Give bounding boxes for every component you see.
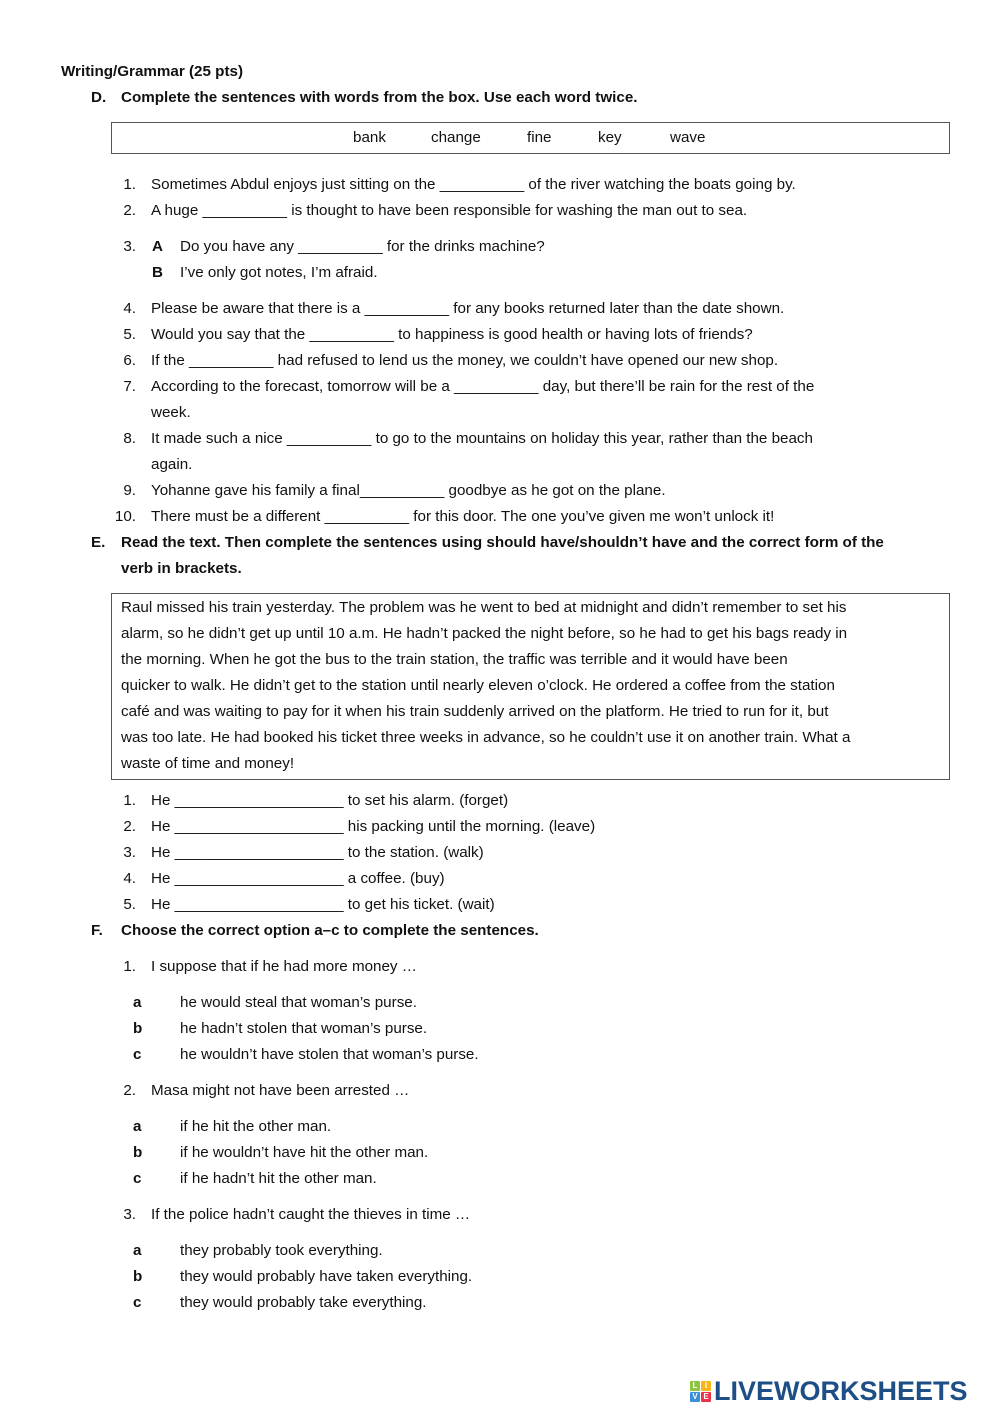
option-letter: b [133, 1144, 143, 1161]
item-number: 3. [123, 1206, 136, 1223]
word: fine [527, 129, 552, 146]
word: change [431, 129, 481, 146]
item-number: 3. [123, 238, 136, 255]
item-text: He ____________________ his packing until the morning. (leave) [151, 818, 596, 835]
option-letter: a [133, 1118, 142, 1135]
word: bank [353, 129, 386, 146]
item-number: 1. [123, 792, 136, 809]
item-number: 4. [123, 870, 136, 887]
word-box [111, 122, 950, 154]
item-number: 2. [123, 202, 136, 219]
logo-tile: I [701, 1381, 711, 1391]
option-text: they would probably have taken everything. [180, 1268, 473, 1285]
speaker-label: B [152, 264, 163, 281]
logo-tile: V [690, 1392, 700, 1402]
item-number: 2. [123, 1082, 136, 1099]
liveworksheets-logo [690, 1376, 968, 1407]
option-letter: b [133, 1020, 143, 1037]
option-text: he would steal that woman’s purse. [180, 994, 417, 1011]
item-text: He ____________________ to get his ticket. (wait) [151, 896, 495, 913]
item-number: 9. [123, 482, 136, 499]
speaker-label: A [152, 238, 163, 255]
item-number: 5. [123, 896, 136, 913]
section-e-instruction: Read the text. Then complete the sentences using should have/shouldn’t have and the correct form of the [121, 534, 884, 551]
item-text: Would you say that the __________ to happiness is good health or having lots of friends? [151, 326, 753, 343]
item-number: 3. [123, 844, 136, 861]
passage-line: quicker to walk. He didn’t get to the station until nearly eleven o’clock. He ordered a coffee from the station [121, 677, 835, 694]
passage-line: café and was waiting to pay for it when his train suddenly arrived on the platform. He tried to run for it, but [121, 703, 829, 720]
item-text: He ____________________ a coffee. (buy) [151, 870, 445, 887]
item-text: Do you have any __________ for the drinks machine? [180, 238, 545, 255]
item-text: He ____________________ to set his alarm. (forget) [151, 792, 509, 809]
item-number: 4. [123, 300, 136, 317]
option-text: they probably took everything. [180, 1242, 383, 1259]
option-letter: a [133, 994, 142, 1011]
item-text: If the __________ had refused to lend us the money, we couldn’t have opened our new shop. [151, 352, 779, 369]
option-text: he hadn’t stolen that woman’s purse. [180, 1020, 428, 1037]
option-text: if he hit the other man. [180, 1118, 332, 1135]
option-text: he wouldn’t have stolen that woman’s purse. [180, 1046, 479, 1063]
section-e-instruction: verb in brackets. [121, 560, 242, 577]
item-text: again. [151, 456, 193, 473]
item-number: 10. [114, 508, 136, 525]
item-text: Please be aware that there is a __________ for any books returned later than the date shown. [151, 300, 785, 317]
item-text: According to the forecast, tomorrow will be a __________ day, but there’ll be rain for the rest of the [151, 378, 815, 395]
item-text: He ____________________ to the station. (walk) [151, 844, 484, 861]
option-letter: b [133, 1268, 143, 1285]
item-number: 2. [123, 818, 136, 835]
item-text: Yohanne gave his family a final__________ goodbye as he got on the plane. [151, 482, 666, 499]
word: key [598, 129, 622, 146]
item-text: week. [151, 404, 191, 421]
item-text: A huge __________ is thought to have been responsible for washing the man out to sea. [151, 202, 748, 219]
item-number: 6. [123, 352, 136, 369]
item-number: 7. [123, 378, 136, 395]
logo-tile: L [690, 1381, 700, 1391]
passage-line: was too late. He had booked his ticket three weeks in advance, so he couldn’t use it on another train. What a [121, 729, 851, 746]
item-number: 1. [123, 176, 136, 193]
section-d-instruction: Complete the sentences with words from the box. Use each word twice. [121, 89, 638, 106]
option-text: they would probably take everything. [180, 1294, 427, 1311]
passage-line: the morning. When he got the bus to the train station, the traffic was terrible and it would have been [121, 651, 788, 668]
passage-line: alarm, so he didn’t get up until 10 a.m. He hadn’t packed the night before, so he had to get his bags ready in [121, 625, 848, 642]
option-text: if he hadn’t hit the other man. [180, 1170, 377, 1187]
passage-line: waste of time and money! [121, 755, 295, 772]
logo-tiles-icon [690, 1381, 711, 1402]
section-d-letter: D. [91, 89, 107, 106]
option-letter: a [133, 1242, 142, 1259]
item-number: 8. [123, 430, 136, 447]
option-letter: c [133, 1046, 142, 1063]
question-text: I suppose that if he had more money … [151, 958, 417, 975]
passage-line: Raul missed his train yesterday. The problem was he went to bed at midnight and didn’t remember to set his [121, 599, 847, 616]
item-text: I’ve only got notes, I’m afraid. [180, 264, 378, 281]
option-letter: c [133, 1170, 142, 1187]
question-text: Masa might not have been arrested … [151, 1082, 410, 1099]
section-e-letter: E. [91, 534, 106, 551]
section-f-letter: F. [91, 922, 103, 939]
word: wave [670, 129, 706, 146]
option-letter: c [133, 1294, 142, 1311]
section-f-instruction: Choose the correct option a–c to complete the sentences. [121, 922, 539, 939]
item-number: 1. [123, 958, 136, 975]
passage-box [111, 593, 950, 780]
item-text: There must be a different __________ for this door. The one you’ve given me won’t unlock it! [151, 508, 775, 525]
logo-text: LIVEWORKSHEETS [714, 1376, 968, 1406]
item-text: It made such a nice __________ to go to the mountains on holiday this year, rather than the beach [151, 430, 813, 447]
question-text: If the police hadn’t caught the thieves in time … [151, 1206, 471, 1223]
item-text: Sometimes Abdul enjoys just sitting on the __________ of the river watching the boats going by. [151, 176, 796, 193]
option-text: if he wouldn’t have hit the other man. [180, 1144, 429, 1161]
section-header: Writing/Grammar (25 pts) [61, 63, 244, 80]
logo-tile: E [701, 1392, 711, 1402]
item-number: 5. [123, 326, 136, 343]
